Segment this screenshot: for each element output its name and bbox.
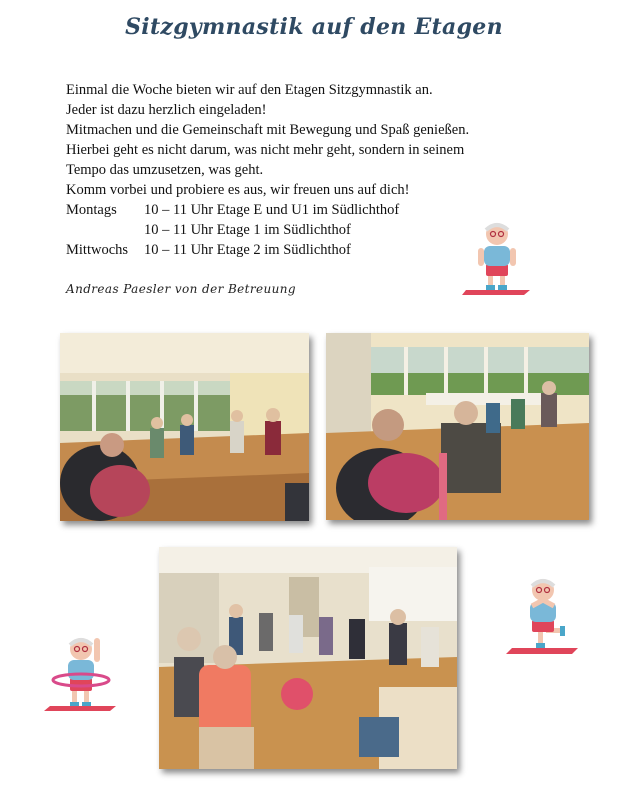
schedule-day: [66, 220, 144, 240]
exercising-senior-hula-hoop-illustration: [44, 632, 118, 716]
exercising-senior-leg-raise-illustration: [506, 576, 580, 660]
schedule-row: [66, 200, 566, 220]
intro-line: Komm vorbei und probiere es aus, wir freuen uns auf dich!: [66, 182, 410, 198]
schedule-time: 10 – 11 Uhr: [144, 222, 214, 238]
schedule-day: Mittwochs: [66, 242, 129, 258]
intro-line: Hierbei geht es nicht darum, was nicht mehr geht, sondern in seinem: [66, 142, 465, 158]
intro-line: Jeder ist dazu herzlich eingeladen!: [66, 102, 267, 118]
signature: Andreas Paesler von der Betreuung: [66, 282, 297, 296]
group-exercise-photo-2: [326, 333, 589, 520]
group-exercise-photo-3: [159, 547, 457, 769]
schedule-place: Etage 1 im Südlichthof: [216, 222, 351, 238]
intro-line: Einmal die Woche bieten wir auf den Etagen Sitzgymnastik an.: [66, 82, 433, 98]
intro-line: Mitmachen und die Gemeinschaft mit Bewegung und Spaß genießen.: [66, 122, 470, 138]
schedule-place: Etage 2 im Südlichthof: [216, 242, 351, 258]
schedule-time: 10 – 11 Uhr: [144, 202, 214, 218]
exercising-senior-standing-illustration: [462, 220, 534, 300]
schedule-day: Montags: [66, 202, 117, 218]
group-exercise-photo-1: [60, 333, 309, 521]
schedule-time: 10 – 11 Uhr: [144, 242, 214, 258]
schedule-place: Etage E und U1 im Südlichthof: [216, 202, 400, 218]
page-title: Sitzgymnastik auf den Etagen: [125, 14, 503, 40]
intro-line: Tempo das umzusetzen, was geht.: [66, 162, 264, 178]
